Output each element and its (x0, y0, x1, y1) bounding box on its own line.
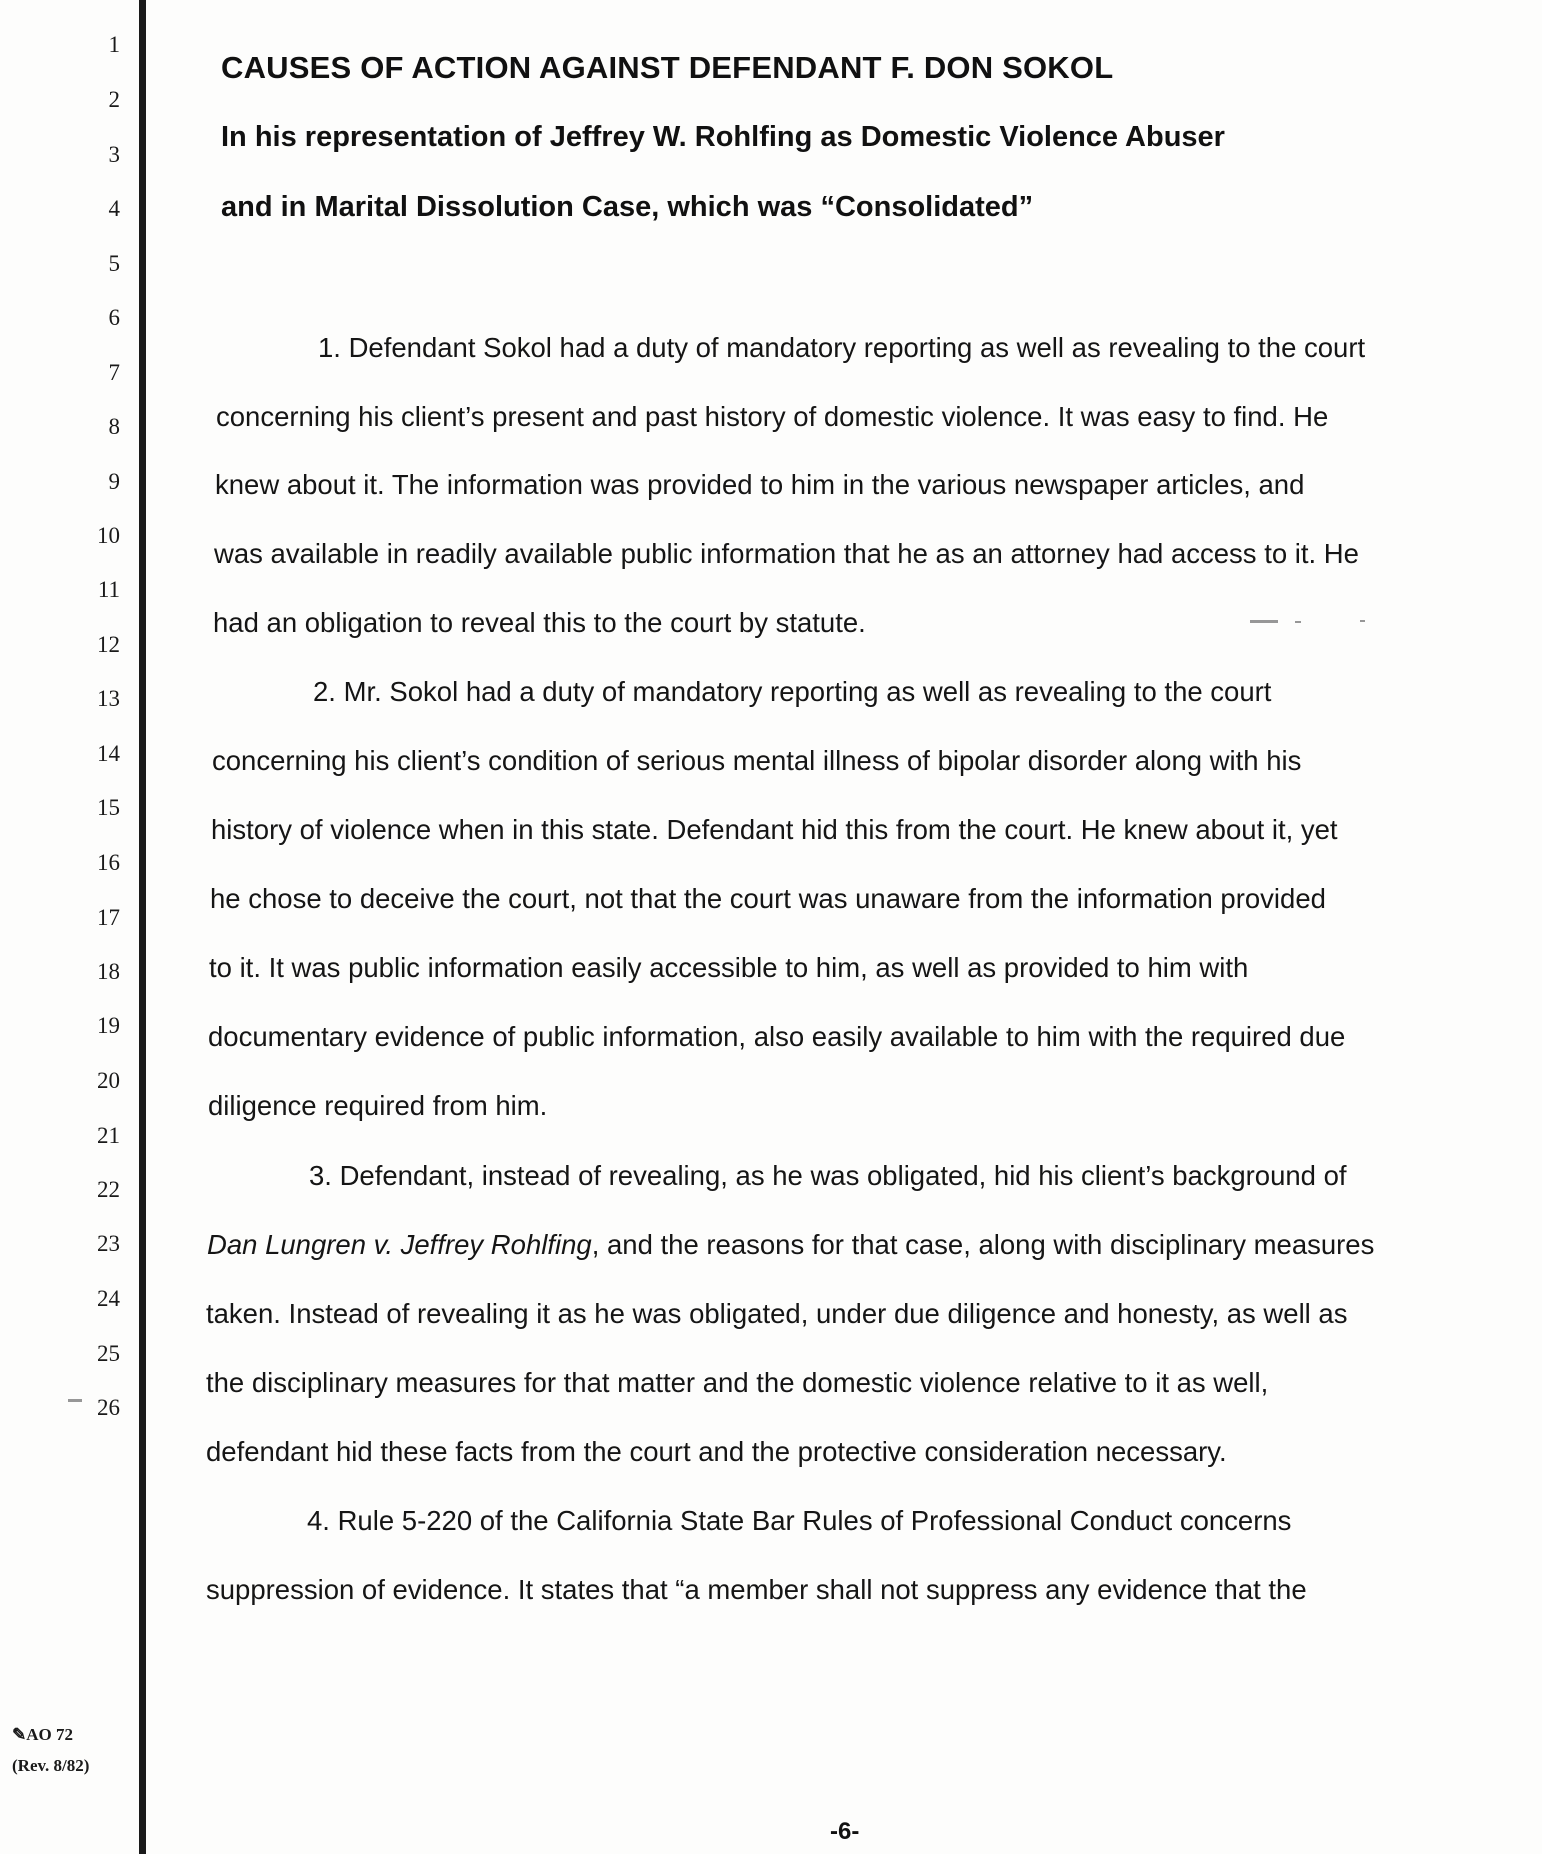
line-number: 11 (97, 577, 120, 602)
form-code-block (12, 1719, 130, 1781)
line-number: 26 (97, 1395, 120, 1420)
body-line: he chose to deceive the court, not that the court was unaware from the information provided (210, 883, 1326, 914)
line-number: 8 (108, 414, 120, 439)
line-number: 21 (97, 1123, 120, 1148)
margin-rule (139, 0, 146, 1854)
section-title: CAUSES OF ACTION AGAINST DEFENDANT F. DON SOKOL (221, 50, 1114, 85)
line-number: 18 (97, 959, 120, 984)
line-number: 7 (108, 360, 120, 385)
body-line: had an obligation to reveal this to the court by statute. (213, 607, 866, 638)
pen-icon: ✎ (12, 1725, 27, 1744)
body-line: 4. Rule 5-220 of the California State Bar Rules of Professional Conduct concerns (307, 1505, 1292, 1536)
form-code: AO 72 (26, 1725, 73, 1744)
line-number: 19 (97, 1013, 120, 1038)
section-subtitle: In his representation of Jeffrey W. Rohlfing as Domestic Violence Abuser (221, 121, 1225, 153)
body-line: concerning his client’s present and past history of domestic violence. It was easy to find. He (216, 401, 1329, 432)
body-line: 3. Defendant, instead of revealing, as he was obligated, hid his client’s background of (309, 1160, 1347, 1191)
body-line: was available in readily available public information that he as an attorney had access to it. He (214, 538, 1359, 569)
body-line: defendant hid these facts from the court and the protective consideration necessary. (206, 1436, 1227, 1467)
body-line: knew about it. The information was provided to him in the various newspaper articles, and (215, 469, 1305, 500)
line-number: 3 (108, 142, 120, 167)
line-number: 25 (97, 1341, 120, 1366)
line-number-column (0, 0, 130, 1854)
body-line: history of violence when in this state. Defendant hid this from the court. He knew about it, yet (211, 814, 1338, 845)
body-line: documentary evidence of public information, also easily available to him with the required due (208, 1021, 1346, 1052)
scan-mark (1250, 620, 1278, 623)
line-number: 1 (108, 32, 120, 57)
line-number: 20 (97, 1068, 120, 1093)
body-line-remainder: , and the reasons for that case, along with disciplinary measures (591, 1229, 1375, 1260)
line-number: 16 (97, 850, 120, 875)
line-number: 24 (97, 1286, 120, 1311)
body-line: the disciplinary measures for that matter and the domestic violence relative to it as well, (206, 1367, 1269, 1398)
body-line: 1. Defendant Sokol had a duty of mandatory reporting as well as revealing to the court (318, 332, 1366, 363)
line-number: 22 (97, 1177, 120, 1202)
line-number: 6 (108, 305, 120, 330)
body-line: taken. Instead of revealing it as he was obligated, under due diligence and honesty, as well as (206, 1298, 1348, 1329)
body-line: concerning his client’s condition of serious mental illness of bipolar disorder along with his (212, 745, 1302, 776)
line-number: 10 (97, 523, 120, 548)
line-number: 5 (108, 251, 120, 276)
section-subtitle: and in Marital Dissolution Case, which was “Consolidated” (221, 191, 1034, 223)
scan-mark (68, 1399, 82, 1402)
line-number: 23 (97, 1231, 120, 1256)
scan-mark (1295, 621, 1301, 623)
body-line: diligence required from him. (208, 1090, 548, 1121)
case-citation: Dan Lungren v. Jeffrey Rohlfing (207, 1229, 592, 1260)
body-line (207, 1229, 1374, 1261)
line-number: 9 (108, 469, 120, 494)
form-revision: (Rev. 8/82) (12, 1756, 90, 1775)
body-line: 2. Mr. Sokol had a duty of mandatory reporting as well as revealing to the court (313, 676, 1272, 707)
line-number: 2 (108, 87, 120, 112)
line-number: 4 (108, 196, 120, 221)
page-number: -6- (830, 1818, 860, 1845)
line-number: 15 (97, 795, 120, 820)
body-line: suppression of evidence. It states that “a member shall not suppress any evidence that the (206, 1574, 1307, 1605)
body-line: to it. It was public information easily accessible to him, as well as provided to him with (209, 952, 1249, 983)
line-number: 17 (97, 905, 120, 930)
line-number: 12 (97, 632, 120, 657)
line-number: 14 (97, 741, 120, 766)
line-number: 13 (97, 686, 120, 711)
scan-mark (1360, 620, 1365, 622)
